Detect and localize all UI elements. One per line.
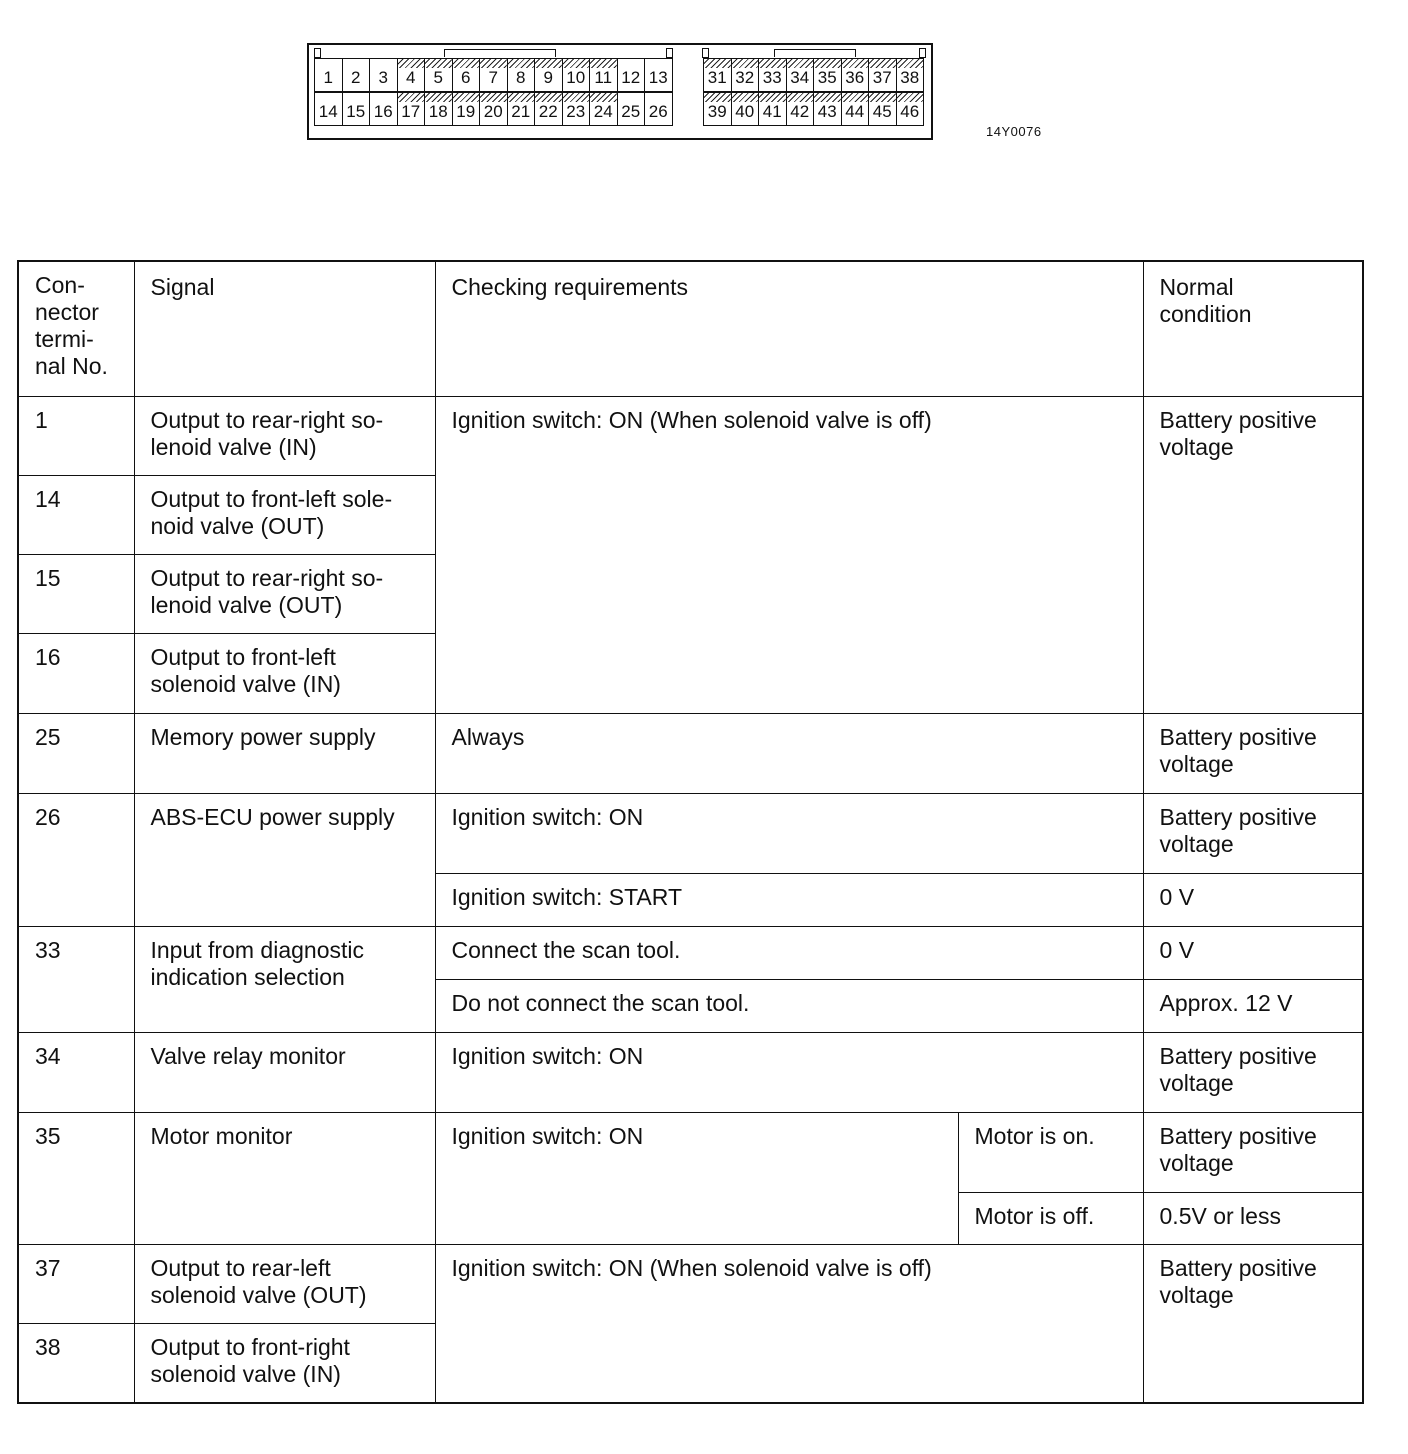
signal-cell: Output to rear-left solenoid valve (OUT) bbox=[134, 1245, 435, 1324]
connector-pin: 2 bbox=[342, 58, 371, 92]
header-terminal: Con- nector termi- nal No. bbox=[18, 261, 134, 396]
checking-cell: Always bbox=[435, 714, 1143, 794]
table-header-row bbox=[18, 261, 1363, 396]
normal-cell: Battery positive voltage bbox=[1143, 714, 1363, 794]
normal-cell: 0 V bbox=[1143, 874, 1363, 926]
table-row bbox=[18, 926, 1363, 979]
connector-pin: 12 bbox=[617, 58, 646, 92]
connector-pin: 36 bbox=[841, 58, 870, 92]
connector-pin: 43 bbox=[813, 92, 842, 126]
connector-pin: 16 bbox=[369, 92, 398, 126]
connector-pin: 10 bbox=[562, 58, 591, 92]
signal-cell: Output to rear-right so- lenoid valve (IN) bbox=[134, 396, 435, 475]
connector-pin: 7 bbox=[479, 58, 508, 92]
connector-row-top bbox=[704, 59, 924, 93]
terminal-number: 38 bbox=[18, 1324, 134, 1403]
connector-pin: 15 bbox=[342, 92, 371, 126]
connector-pin: 6 bbox=[452, 58, 481, 92]
connector-latch bbox=[702, 48, 709, 58]
connector-pin: 39 bbox=[703, 92, 732, 126]
connector-pin: 20 bbox=[479, 92, 508, 126]
normal-cell: Approx. 12 V bbox=[1143, 979, 1363, 1032]
sub-condition-cell: Motor is on. bbox=[958, 1112, 1143, 1192]
connector-pin: 19 bbox=[452, 92, 481, 126]
connector-latch bbox=[314, 48, 321, 58]
signal-cell: ABS-ECU power supply bbox=[134, 794, 435, 926]
connector-pin: 38 bbox=[896, 58, 925, 92]
terminal-number: 14 bbox=[18, 475, 134, 554]
terminal-number: 1 bbox=[18, 396, 134, 475]
connector-pin: 40 bbox=[731, 92, 760, 126]
connector-pin: 45 bbox=[868, 92, 897, 126]
signal-cell: Valve relay monitor bbox=[134, 1032, 435, 1112]
connector-pin: 5 bbox=[424, 58, 453, 92]
connector-pin: 9 bbox=[534, 58, 563, 92]
terminal-number: 26 bbox=[18, 794, 134, 926]
connector-pin: 21 bbox=[507, 92, 536, 126]
normal-cell: Battery positive voltage bbox=[1143, 1112, 1363, 1192]
normal-cell: Battery positive voltage bbox=[1143, 1245, 1363, 1403]
terminal-number: 35 bbox=[18, 1112, 134, 1244]
checking-cell: Ignition switch: ON (When solenoid valve is off) bbox=[435, 396, 1143, 714]
connector-right-block bbox=[704, 59, 924, 127]
connector-pin: 31 bbox=[703, 58, 732, 92]
checking-cell: Ignition switch: START bbox=[435, 874, 1143, 926]
connector-pin: 4 bbox=[397, 58, 426, 92]
connector-pin: 3 bbox=[369, 58, 398, 92]
connector-pin: 18 bbox=[424, 92, 453, 126]
connector-pin: 8 bbox=[507, 58, 536, 92]
signal-cell: Output to rear-right so- lenoid valve (OUT) bbox=[134, 554, 435, 633]
connector-pin: 42 bbox=[786, 92, 815, 126]
signal-cell: Output to front-left sole- noid valve (OUT) bbox=[134, 475, 435, 554]
checking-cell: Ignition switch: ON bbox=[435, 1112, 958, 1244]
normal-cell: 0.5V or less bbox=[1143, 1192, 1363, 1244]
connector-pin: 14 bbox=[314, 92, 343, 126]
connector-pin: 13 bbox=[644, 58, 673, 92]
connector-pin: 23 bbox=[562, 92, 591, 126]
table-row bbox=[18, 1245, 1363, 1324]
connector-pin: 44 bbox=[841, 92, 870, 126]
connector-pin: 11 bbox=[589, 58, 618, 92]
connector-row-bottom bbox=[704, 93, 924, 127]
signal-cell: Output to front-right solenoid valve (IN) bbox=[134, 1324, 435, 1403]
signal-cell: Output to front-left solenoid valve (IN) bbox=[134, 634, 435, 714]
checking-cell: Ignition switch: ON bbox=[435, 1032, 1143, 1112]
checking-cell: Ignition switch: ON bbox=[435, 794, 1143, 874]
normal-cell: 0 V bbox=[1143, 926, 1363, 979]
connector-pin: 32 bbox=[731, 58, 760, 92]
table-row bbox=[18, 794, 1363, 874]
checking-cell: Do not connect the scan tool. bbox=[435, 979, 1143, 1032]
normal-cell: Battery positive voltage bbox=[1143, 1032, 1363, 1112]
sub-condition-cell: Motor is off. bbox=[958, 1192, 1143, 1244]
terminal-number: 16 bbox=[18, 634, 134, 714]
signal-cell: Input from diagnostic indication selection bbox=[134, 926, 435, 1032]
terminal-number: 34 bbox=[18, 1032, 134, 1112]
connector-pin: 25 bbox=[617, 92, 646, 126]
table-row bbox=[18, 1112, 1363, 1192]
connector-pin: 26 bbox=[644, 92, 673, 126]
terminal-spec-table bbox=[17, 260, 1364, 1404]
connector-latch bbox=[919, 48, 926, 58]
connector-pin: 24 bbox=[589, 92, 618, 126]
header-normal: Normal condition bbox=[1143, 261, 1363, 396]
connector-latch bbox=[666, 48, 673, 58]
connector-row-bottom bbox=[315, 93, 673, 127]
connector-diagram bbox=[307, 43, 933, 140]
table-row bbox=[18, 714, 1363, 794]
signal-cell: Memory power supply bbox=[134, 714, 435, 794]
terminal-number: 37 bbox=[18, 1245, 134, 1324]
normal-cell: Battery positive voltage bbox=[1143, 396, 1363, 714]
checking-cell: Connect the scan tool. bbox=[435, 926, 1143, 979]
connector-pin: 35 bbox=[813, 58, 842, 92]
connector-pin: 33 bbox=[758, 58, 787, 92]
header-checking: Checking requirements bbox=[435, 261, 1143, 396]
diagram-code: 14Y0076 bbox=[986, 124, 1042, 139]
connector-pin: 41 bbox=[758, 92, 787, 126]
connector-key bbox=[444, 49, 556, 57]
connector-pin: 1 bbox=[314, 58, 343, 92]
terminal-number: 33 bbox=[18, 926, 134, 1032]
connector-pin: 37 bbox=[868, 58, 897, 92]
header-signal: Signal bbox=[134, 261, 435, 396]
table-row bbox=[18, 396, 1363, 475]
connector-pin: 22 bbox=[534, 92, 563, 126]
terminal-number: 15 bbox=[18, 554, 134, 633]
connector-pin: 46 bbox=[896, 92, 925, 126]
table-row bbox=[18, 1032, 1363, 1112]
normal-cell: Battery positive voltage bbox=[1143, 794, 1363, 874]
connector-row-top bbox=[315, 59, 673, 93]
checking-cell: Ignition switch: ON (When solenoid valve is off) bbox=[435, 1245, 1143, 1403]
connector-pin: 17 bbox=[397, 92, 426, 126]
connector-left-block bbox=[315, 59, 673, 127]
connector-key bbox=[774, 49, 856, 57]
connector-pin: 34 bbox=[786, 58, 815, 92]
signal-cell: Motor monitor bbox=[134, 1112, 435, 1244]
terminal-number: 25 bbox=[18, 714, 134, 794]
